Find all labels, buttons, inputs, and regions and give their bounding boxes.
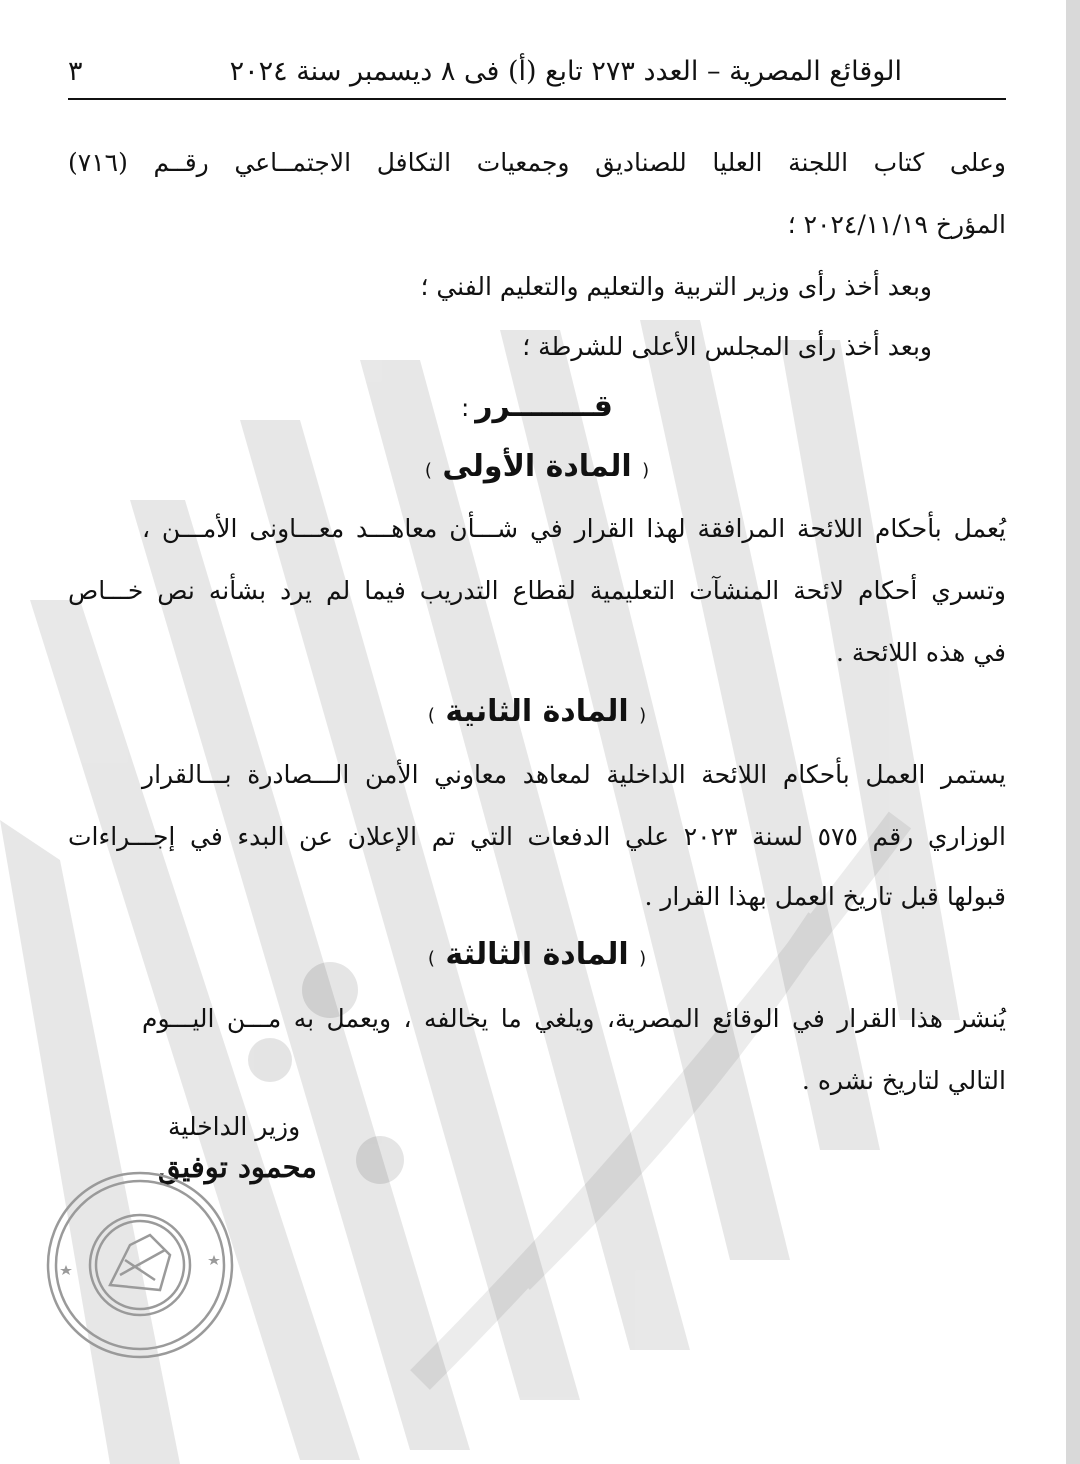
preamble-line-3: وبعد أخذ رأى وزير التربية والتعليم والتعليم الفني ؛ xyxy=(420,272,932,301)
decree-colon: : xyxy=(461,394,470,422)
signatory-name: محمود توفيق xyxy=(158,1150,317,1184)
article-2-heading xyxy=(68,694,1006,729)
article-1-line-1: يُعمل بأحكام اللائحة المرافقة لهذا القرار في شـــأن معاهـــد معـــاونى الأمـــن ، xyxy=(142,514,1006,543)
preamble-line-2: المؤرخ ٢٠٢٤/١١/١٩ ؛ xyxy=(787,210,1006,239)
decree-word: قــــــــرر xyxy=(475,389,613,424)
article-2-paren-close: ) xyxy=(427,705,435,726)
decree-heading xyxy=(68,389,1006,424)
article-1-paren-close: ) xyxy=(424,460,432,481)
article-2-line-1: يستمر العمل بأحكام اللائحة الداخلية لمعاهد معاوني الأمن الـــصادرة بـــالقرار xyxy=(142,760,1006,789)
article-1-line-3: في هذه اللائحة . xyxy=(836,638,1006,667)
article-1-line-2: وتسري أحكام لائحة المنشآت التعليمية لقطاع التدريب فيما لم يرد بشأنه نص خـــاص xyxy=(68,576,1006,605)
official-seal xyxy=(40,1165,240,1365)
article-2-paren-open: ( xyxy=(639,705,647,726)
article-2-title: المادة الثانية xyxy=(445,694,629,729)
article-2-line-3: قبولها قبل تاريخ العمل بهذا القرار . xyxy=(644,882,1006,911)
header-title: الوقائع المصرية – العدد ٢٧٣ تابع (أ) فى ٨ ديسمبر سنة ٢٠٢٤ xyxy=(229,56,902,87)
signatory-title: وزير الداخلية xyxy=(168,1112,301,1141)
article-3-paren-close: ) xyxy=(427,948,435,969)
article-1-paren-open: ( xyxy=(642,460,650,481)
page-header xyxy=(68,48,1006,100)
article-3-line-2: التالي لتاريخ نشره . xyxy=(801,1066,1006,1095)
page-number: ٣ xyxy=(68,56,83,87)
article-3-title: المادة الثالثة xyxy=(445,937,629,972)
preamble-line-1: وعلى كتاب اللجنة العليا للصناديق وجمعيات التكافل الاجتمــاعي رقــم (٧١٦) xyxy=(68,148,1006,177)
preamble-line-4: وبعد أخذ رأى المجلس الأعلى للشرطة ؛ xyxy=(522,332,932,361)
article-3-paren-open: ( xyxy=(639,948,647,969)
article-1-title: المادة الأولى xyxy=(442,449,632,484)
article-3-line-1: يُنشر هذا القرار في الوقائع المصرية، ويلغي ما يخالفه ، ويعمل به مـــن اليـــوم xyxy=(142,1004,1006,1033)
article-2-line-2: الوزاري رقم ٥٧٥ لسنة ٢٠٢٣ علي الدفعات التي تم الإعلان عن البدء في إجـــراءات xyxy=(68,822,1006,851)
article-3-heading xyxy=(68,937,1006,972)
article-1-heading xyxy=(68,449,1006,484)
